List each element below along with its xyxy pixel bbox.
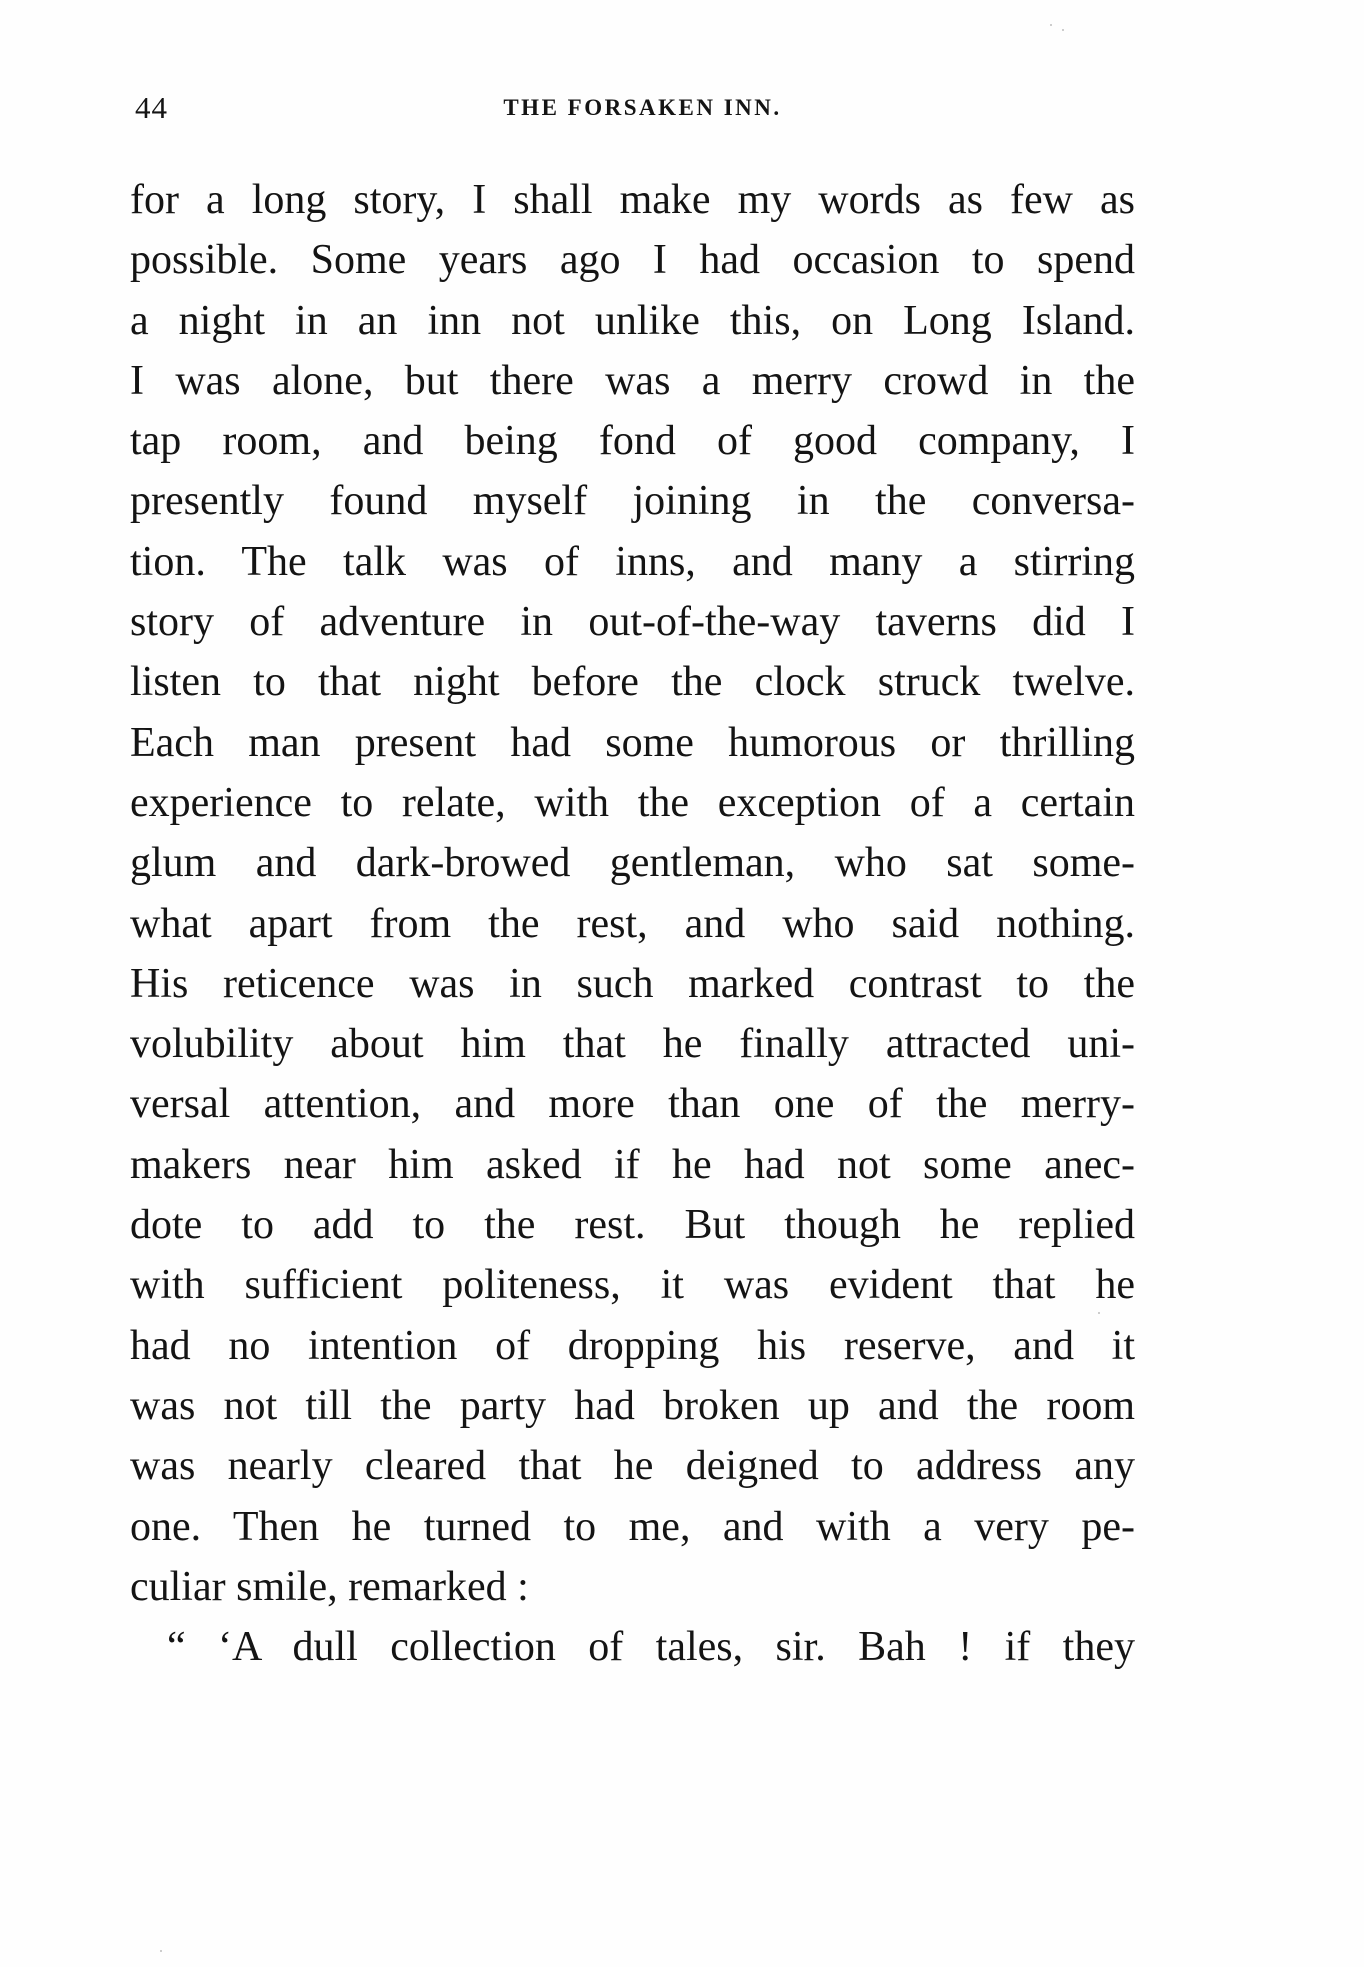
paper-speck <box>1098 1312 1100 1314</box>
text-line: volubility about him that he finally attracted uni- <box>130 1021 1135 1068</box>
text-line: for a long story, I shall make my words as few as <box>130 177 1135 223</box>
text-line: makers near him asked if he had not some anec- <box>130 1141 1135 1188</box>
text-line: what apart from the rest, and who said nothing. <box>130 900 1135 947</box>
paper-speck <box>160 1950 162 1952</box>
text-line: was not till the party had broken up and the room <box>130 1382 1135 1429</box>
paper-speck <box>1062 29 1064 31</box>
text-line: “ ‘A dull collection of tales, sir. Bah ! if they <box>167 1624 1135 1671</box>
text-line: presently found myself joining in the conversa- <box>130 478 1135 525</box>
running-head <box>135 88 1150 128</box>
text-line: story of adventure in out-of-the-way taverns did I <box>130 599 1135 646</box>
text-line: His reticence was in such marked contrast to the <box>130 960 1135 1007</box>
text-line: tap room, and being fond of good company, I <box>130 418 1135 465</box>
text-line: possible. Some years ago I had occasion to spend <box>130 237 1135 284</box>
paper-speck <box>1050 24 1052 26</box>
text-line: experience to relate, with the exception of a certain <box>130 779 1135 826</box>
text-line: Each man present had some humorous or thrilling <box>130 719 1135 766</box>
running-title: THE FORSAKEN INN. <box>503 95 782 120</box>
text-line: dote to add to the rest. But though he replied <box>130 1202 1135 1249</box>
text-line: was nearly cleared that he deigned to address any <box>130 1443 1135 1490</box>
text-line: a night in an inn not unlike this, on Long Island. <box>130 297 1135 344</box>
body-text <box>130 170 1135 1677</box>
text-line: one. Then he turned to me, and with a very pe- <box>130 1503 1135 1550</box>
text-line: tion. The talk was of inns, and many a stirring <box>130 538 1135 585</box>
text-line: I was alone, but there was a merry crowd in the <box>130 357 1135 404</box>
text-line: culiar smile, remarked : <box>130 1563 529 1610</box>
page-number: 44 <box>135 90 168 125</box>
text-line: versal attention, and more than one of the merry- <box>130 1081 1135 1128</box>
text-line: glum and dark-browed gentleman, who sat some- <box>130 840 1135 887</box>
text-line: listen to that night before the clock struck twelve. <box>130 659 1135 706</box>
text-line: with sufficient politeness, it was evident that he <box>130 1262 1135 1309</box>
text-line: had no intention of dropping his reserve, and it <box>130 1322 1135 1369</box>
